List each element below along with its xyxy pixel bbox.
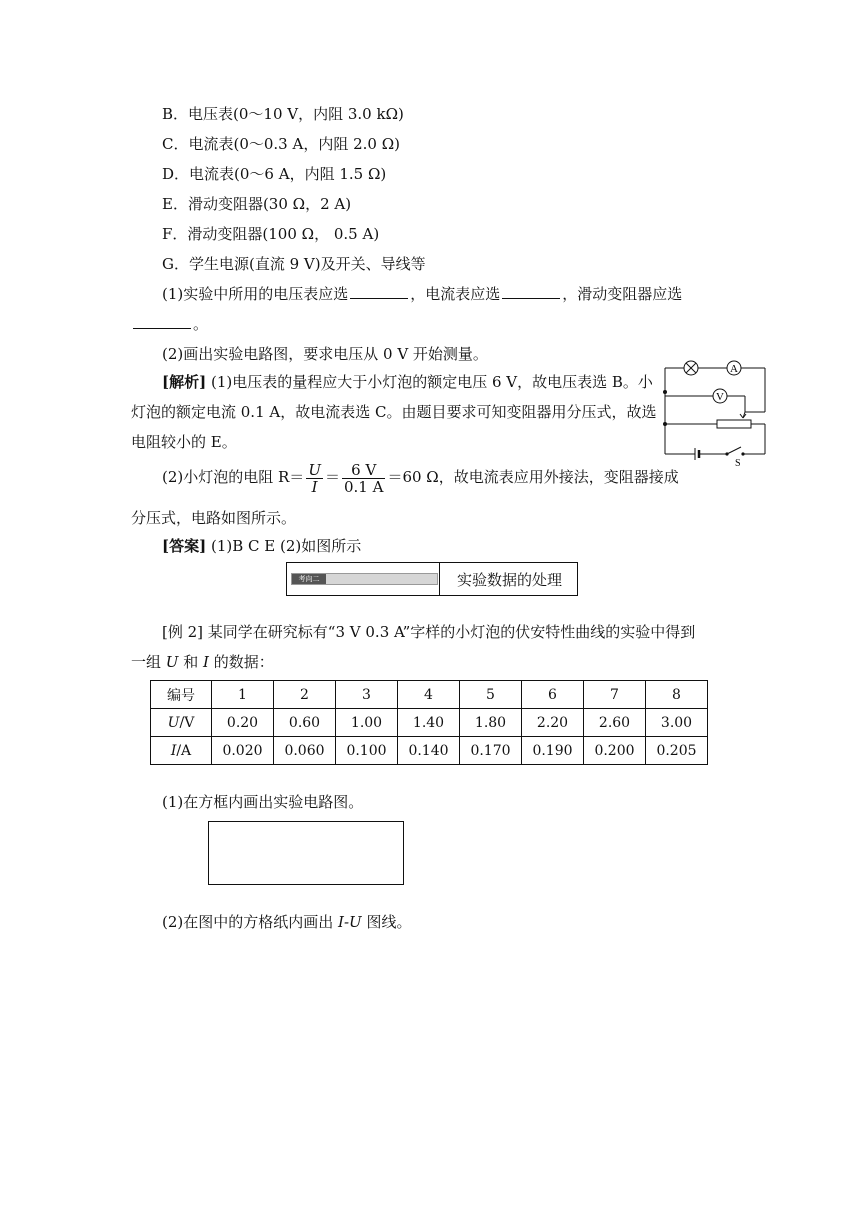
analysis-tag: [解析] (162, 373, 207, 391)
question-1-cont (131, 314, 208, 334)
answer-tag: [答案] (162, 537, 207, 555)
question-1-part1: (1)实验中所用的电压表应选 (162, 285, 349, 303)
answer-blank (133, 314, 191, 329)
table-header-cell: 8 (646, 681, 708, 709)
table-cell: 0.060 (274, 737, 336, 765)
equals-sign: ＝ (324, 468, 340, 486)
analysis-text-1: (1)电压表的量程应大于小灯泡的额定电压 6 V，故电压表选 B。小 (206, 373, 653, 391)
ammeter-label: A (730, 363, 738, 375)
analysis-line-2: 灯泡的额定电流 0.1 A，故电流表选 C。由题目要求可知变阻器用分压式，故选 (131, 403, 657, 421)
example-text-2-post: 的数据： (208, 653, 274, 671)
table-header-cell: 1 (212, 681, 274, 709)
table-row-label (151, 709, 212, 737)
analysis-line-1 (162, 372, 653, 392)
option-d: D．电流表(0～6 A，内阻 1.5 Ω) (162, 165, 387, 183)
label-symbol: I (170, 742, 177, 759)
example-line-1 (162, 622, 695, 642)
question-1-part2: ，电流表应选 (410, 285, 501, 303)
table-header-cell: 7 (584, 681, 646, 709)
answer-text: (1)B C E (2)如图所示 (206, 537, 362, 555)
table-cell: 1.80 (460, 709, 522, 737)
analysis-formula-post: ＝60 Ω，故电流表应用外接法，变阻器接成 (387, 468, 679, 486)
table-header-row (151, 681, 708, 709)
table-header-cell: 5 (460, 681, 522, 709)
symbol-i: I (202, 653, 209, 671)
question-2: (2)画出实验电路图，要求电压从 0 V 开始测量。 (162, 345, 488, 363)
answer-line (162, 536, 361, 556)
table-row-voltage (151, 709, 708, 737)
question-1-part3: ，滑动变阻器应选 (562, 285, 683, 303)
table-header-cell: 2 (274, 681, 336, 709)
example-text-1: 某同学在研究标有“3 V 0.3 A”字样的小灯泡的伏安特性曲线的实验中得到 (203, 623, 696, 641)
table-cell: 1.40 (398, 709, 460, 737)
label-unit: /A (176, 742, 192, 759)
label-unit: /V (179, 714, 195, 731)
section-banner (286, 562, 578, 596)
answer-blank (350, 284, 408, 299)
question-1-part4: 。 (193, 315, 209, 333)
example-text-2-pre: 一组 (131, 653, 166, 671)
question-draw-circuit: (1)在方框内画出实验电路图。 (162, 793, 364, 811)
table-cell: 3.00 (646, 709, 708, 737)
table-cell: 2.20 (522, 709, 584, 737)
analysis-line-5: 分压式，电路如图所示。 (131, 509, 297, 527)
rheostat-icon (717, 420, 751, 428)
table-cell: 0.190 (522, 737, 584, 765)
fraction-denominator: I (311, 477, 318, 496)
fraction-u-over-i (306, 462, 323, 495)
example-text-and: 和 (178, 653, 203, 671)
circuit-diagram (655, 356, 775, 468)
label-symbol: U (167, 714, 180, 731)
table-header-cell: 编号 (151, 681, 212, 709)
table-cell: 2.60 (584, 709, 646, 737)
table-cell: 0.100 (336, 737, 398, 765)
symbol-u: U (165, 653, 179, 671)
voltmeter-label: V (716, 391, 724, 403)
question-draw-graph (162, 912, 411, 932)
table-cell: 1.00 (336, 709, 398, 737)
symbol-i-u: I-U (338, 913, 362, 931)
table-cell: 0.140 (398, 737, 460, 765)
option-g: G．学生电源(直流 9 V)及开关、导线等 (162, 255, 426, 273)
fraction-numerator: U (308, 460, 321, 479)
fraction-denominator: 0.1 A (343, 477, 384, 496)
option-b: B．电压表(0～10 V，内阻 3.0 kΩ) (162, 105, 404, 123)
section-tag (291, 573, 438, 585)
analysis-formula-pre: (2)小灯泡的电阻 R＝ (162, 468, 305, 486)
section-title: 实验数据的处理 (457, 571, 563, 589)
question-draw-graph-post: 图线。 (361, 913, 412, 931)
circuit-drawing-box[interactable] (208, 821, 404, 885)
switch-icon (727, 447, 741, 454)
example-tag: [例 2] (162, 623, 204, 641)
table-cell: 0.170 (460, 737, 522, 765)
option-f: F．滑动变阻器(100 Ω， 0.5 A) (162, 225, 380, 243)
table-header-cell: 4 (398, 681, 460, 709)
table-header-cell: 6 (522, 681, 584, 709)
data-table (150, 680, 708, 765)
table-cell: 0.20 (212, 709, 274, 737)
answer-blank (502, 284, 560, 299)
option-c: C．电流表(0～0.3 A，内阻 2.0 Ω) (162, 135, 401, 153)
section-divider (439, 563, 440, 595)
question-draw-graph-pre: (2)在图中的方格纸内画出 (162, 913, 339, 931)
table-row-label (151, 737, 212, 765)
question-1 (162, 284, 682, 304)
table-row-current (151, 737, 708, 765)
table-cell: 0.020 (212, 737, 274, 765)
table-cell: 0.60 (274, 709, 336, 737)
section-tag-label: 考向二 (292, 574, 326, 584)
option-e: E．滑动变阻器(30 Ω，2 A) (162, 195, 352, 213)
fraction-numerator: 6 V (342, 462, 385, 479)
analysis-line-3: 电阻较小的 E。 (131, 433, 237, 451)
example-line-2 (131, 652, 274, 672)
table-header-cell: 3 (336, 681, 398, 709)
table-cell: 0.205 (646, 737, 708, 765)
switch-label: S (735, 458, 741, 468)
fraction-6v-over-01a (342, 462, 385, 495)
table-cell: 0.200 (584, 737, 646, 765)
analysis-line-4 (162, 460, 679, 495)
